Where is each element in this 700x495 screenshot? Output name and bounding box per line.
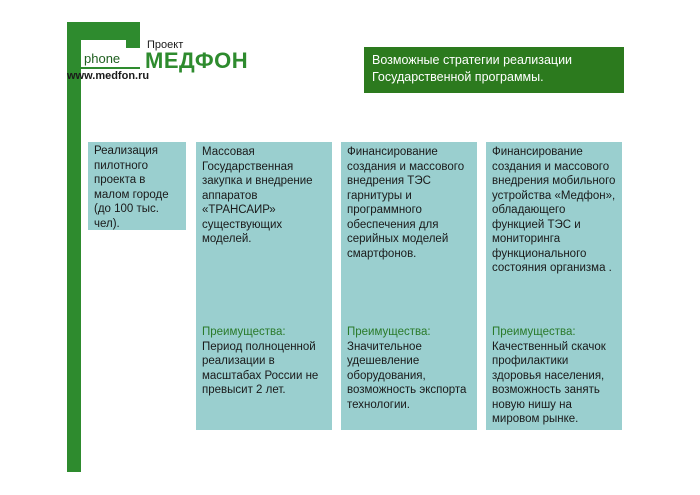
strategy-description: Массовая Государственная закупка и внедрение аппаратов «ТРАНСАИР» существующих моделей. — [202, 146, 313, 245]
strategy-description: Финансирование создания и массового внедрения мобильного устройства «Медфон», обладающего функцией ТЭС и мониторинга функционального состояния организма . — [492, 146, 616, 274]
strategy-card — [196, 142, 332, 430]
logo-hook — [126, 22, 140, 48]
advantages-block — [202, 325, 326, 398]
strategy-card — [486, 142, 622, 430]
advantages-text: Период полноценной реализации в масштабах России не превысит 2 лет. — [202, 340, 319, 396]
logo-phone-text: phone — [84, 51, 121, 66]
advantages-block — [492, 325, 616, 427]
logo-vertical-bar — [67, 22, 81, 472]
logo-underline — [81, 67, 140, 69]
logo-brand-name: МЕДФОН — [145, 48, 249, 73]
pilot-project-card — [88, 142, 186, 230]
pilot-project-text: Реализация пилотного проекта в малом городе (до 100 тыс. чел). — [94, 145, 169, 230]
logo-url: www.medfon.ru — [67, 70, 150, 82]
strategy-description: Финансирование создания и массового внедрения ТЭС гарнитуры и программного обеспечения для серийных моделей смартфонов. — [347, 146, 465, 260]
slide-title: Возможные стратегии реализации Государственной программы. — [364, 47, 624, 93]
strategy-card — [341, 142, 477, 430]
advantages-text: Значительное удешевление оборудования, возможность экспорта технологии. — [347, 340, 467, 411]
advantages-block — [347, 325, 471, 412]
advantages-label: Преимущества: — [492, 326, 576, 338]
advantages-label: Преимущества: — [347, 326, 431, 338]
logo-project-label: Проект — [147, 39, 184, 51]
advantages-text: Качественный скачок профилактики здоровья населения, возможность занять новую нишу на мировом рынке. — [492, 340, 606, 425]
advantages-label: Преимущества: — [202, 326, 286, 338]
